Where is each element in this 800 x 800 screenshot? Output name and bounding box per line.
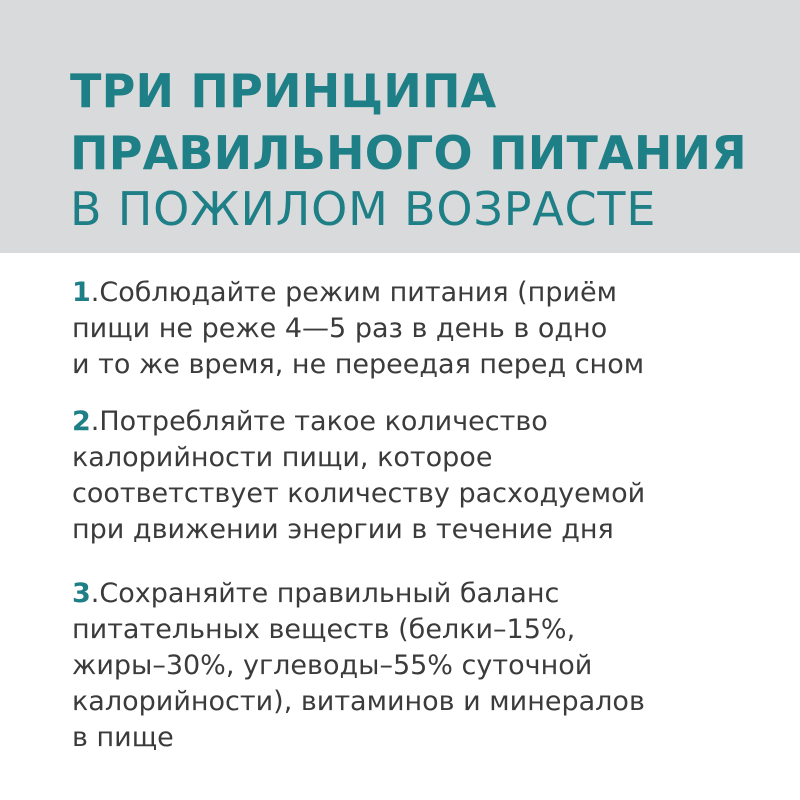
principle-2-text-2: калорийности пищи, которое (72, 442, 493, 473)
principle-2-line-1 (72, 404, 732, 440)
principle-3-text-4: калорийности), витаминов и минералов (72, 686, 645, 717)
principle-3-text-1: .Сохраняйте правильный баланс (90, 578, 560, 609)
principle-3-number: 3 (72, 578, 91, 609)
principle-item-3 (72, 576, 732, 756)
principle-item-2 (72, 404, 732, 548)
principle-1-text-1: .Соблюдайте режим питания (приём (90, 277, 617, 308)
title-line-1: ТРИ ПРИНЦИПА (70, 64, 497, 118)
principle-item-1 (72, 275, 732, 383)
principle-3-text-2: питательных веществ (белки–15%, (72, 614, 576, 645)
principle-1-line-1 (72, 275, 732, 311)
principle-1-number: 1 (72, 277, 91, 308)
title-line-2: ПРАВИЛЬНОГО ПИТАНИЯ (70, 126, 747, 180)
principle-2-number: 2 (72, 406, 91, 437)
title-banner (0, 0, 800, 253)
principle-3-line-1 (72, 576, 732, 612)
title-line-3: В ПОЖИЛОМ ВОЗРАСТЕ (70, 182, 657, 236)
principle-2-text-3: соответствует количеству расходуемой (72, 478, 646, 509)
principle-3-text-5: в пище (72, 722, 174, 753)
principle-1-text-2: пищи не реже 4—5 раз в день в одно (72, 313, 608, 344)
principle-3-text-3: жиры–30%, углеводы–55% суточной (72, 650, 593, 681)
principle-1-text-3: и то же время, не переедая перед сном (72, 349, 645, 380)
principle-2-text-4: при движении энергии в течение дня (72, 514, 614, 545)
principle-2-text-1: .Потребляйте такое количество (90, 406, 548, 437)
